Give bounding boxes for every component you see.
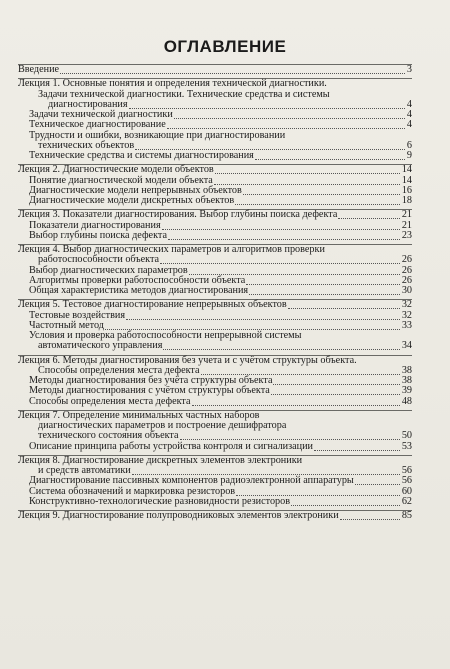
toc-entry[interactable] — [18, 196, 412, 206]
toc-leader-dots — [291, 497, 400, 506]
toc-page-number: 26 — [401, 254, 412, 266]
toc-entry-title: Выбор диагностических параметров — [29, 264, 188, 276]
toc-entry[interactable] — [18, 431, 412, 441]
toc-entry-title: Лекция 7. Определение минимальных частных наборов — [18, 409, 260, 421]
toc-leader-dots — [160, 255, 400, 264]
toc-entry[interactable] — [18, 386, 412, 396]
toc-entry-title: Тестовые воздействия — [29, 309, 126, 321]
toc-leader-dots — [60, 65, 405, 74]
toc-entry-title: Способы определения места дефекта — [29, 395, 191, 407]
toc-entry-title: и средств автоматики — [38, 465, 131, 476]
toc-leader-dots — [246, 276, 400, 285]
toc-page-number: 26 — [401, 264, 412, 276]
toc-entry-title: Лекция 8. Диагностирование дискретных элементов электроники — [18, 454, 303, 466]
toc-entry-title: Техническое диагностирование — [29, 119, 166, 131]
toc-entry[interactable] — [18, 231, 412, 241]
toc-leader-dots — [174, 110, 405, 119]
toc-entry-title: технических объектов — [38, 139, 135, 151]
toc-entry[interactable] — [18, 209, 412, 220]
toc-page-number: 4 — [406, 119, 412, 131]
toc-entry-title: Способы определения места дефекта — [38, 364, 200, 376]
toc-entry-title: Трудности и ошибки, возникающие при диагностировании — [29, 129, 286, 141]
toc-page-number: 53 — [401, 440, 412, 452]
toc-leader-dots — [249, 286, 400, 295]
toc-entry-title: работоспособности объекта — [38, 254, 160, 266]
toc-entry-title: диагностирования — [48, 98, 128, 110]
toc-entry-title: Диагностирование пассивных компонентов радиоэлектронной аппаратуры — [29, 475, 354, 487]
toc-page-number: 56 — [401, 475, 412, 487]
toc-leader-dots — [314, 442, 400, 451]
toc-entry-title: Лекция 6. Методы диагностирования без учета и с учётом структуры объекта. — [18, 354, 357, 366]
toc-entry[interactable] — [18, 510, 412, 521]
toc-page-number: 30 — [401, 285, 412, 296]
toc-entry[interactable] — [18, 397, 412, 407]
toc-page-number: 39 — [401, 385, 412, 397]
toc-leader-dots — [214, 176, 400, 185]
toc-leader-dots — [338, 210, 399, 219]
page-title: ОГЛАВЛЕНИЕ — [163, 37, 287, 56]
toc-entry[interactable] — [18, 164, 412, 175]
toc-entry[interactable] — [18, 120, 412, 130]
toc-entry-title: Частотный метод — [29, 319, 104, 331]
toc-page-number: 38 — [401, 375, 412, 386]
toc-entry-title: Алгоритмы проверки работоспособности объекта — [29, 274, 246, 286]
toc-entry-title: Введение — [18, 64, 60, 75]
toc-entry-title: Лекция 9. Диагностирование полупроводниковых элементов электроники — [18, 510, 339, 521]
toc-leader-dots — [168, 231, 400, 240]
toc-entry-title: автоматического управления — [38, 340, 163, 352]
toc-entry-title: Задачи технической диагностики. Технические средства и системы — [38, 88, 330, 100]
toc-entry[interactable] — [18, 64, 412, 75]
toc-entry[interactable] — [18, 286, 412, 296]
toc-entry-title: Лекция 3. Показатели диагностирования. Выбор глубины поиска дефекта — [18, 209, 338, 221]
toc-entry[interactable] — [18, 497, 412, 507]
toc-entry-title: Показатели диагностирования — [29, 219, 161, 231]
toc-page-number: 23 — [401, 229, 412, 241]
toc-page-number: 18 — [401, 195, 412, 206]
toc-entry-title: технического состояния объекта — [38, 430, 179, 442]
toc-entry[interactable] — [18, 299, 412, 310]
toc-page-number: 32 — [401, 309, 412, 321]
toc-leader-dots — [288, 300, 400, 309]
toc-page-number: 56 — [401, 465, 412, 476]
toc-page-number: 21 — [401, 219, 412, 231]
toc-entry-title: Условия и проверка работоспособности непрерывной системы — [29, 330, 302, 341]
toc-leader-dots — [243, 186, 400, 195]
toc-entry-title: Лекция 5. Тестовое диагностирование непрерывных объектов — [18, 299, 287, 311]
toc-entry-title: Задачи технической диагностики — [29, 109, 173, 120]
toc-page-number: 62 — [401, 495, 412, 507]
toc-leader-dots — [162, 221, 400, 230]
toc-entry[interactable] — [18, 255, 412, 265]
toc-entry-title: Выбор глубины поиска дефекта — [29, 229, 167, 241]
toc-entry-title: Методы диагностирования без учёта структуры объекта — [29, 375, 273, 386]
toc-page-number: 60 — [401, 485, 412, 497]
toc-entry-title: диагностических параметров и построение дешифратора — [38, 420, 287, 431]
toc-leader-dots — [126, 311, 400, 320]
toc-entry-title: Диагностические модели непрерывных объектов — [29, 184, 242, 196]
toc-page-number: 6 — [406, 139, 412, 151]
toc-leader-dots — [215, 165, 400, 174]
toc-page-number: 14 — [401, 174, 412, 186]
toc-page-number: 33 — [401, 319, 412, 331]
toc-leader-dots — [180, 431, 400, 440]
toc-entry[interactable] — [18, 78, 412, 89]
toc-entry-title: Лекция 1. Основные понятия и определения технической диагностики. — [18, 78, 327, 90]
toc-leader-dots — [189, 266, 400, 275]
toc-page-number: 38 — [401, 364, 412, 376]
toc-leader-dots — [192, 397, 400, 406]
toc-page-number: 48 — [401, 395, 412, 407]
toc-leader-dots — [273, 376, 399, 385]
toc-page-number: 32 — [401, 299, 412, 311]
toc-entry[interactable] — [18, 151, 412, 161]
toc-page-number: 34 — [401, 340, 412, 352]
toc-entry-title: Технические средства и системы диагностирования — [29, 150, 254, 161]
toc-page-number: 50 — [401, 430, 412, 442]
toc-entry-title: Описание принципа работы устройства контроля и сигнализации — [29, 440, 314, 452]
toc-leader-dots — [271, 386, 400, 395]
toc-entry[interactable] — [18, 442, 412, 452]
toc-entry-title: Конструктивно-технологические разновидности резисторов — [29, 495, 291, 507]
toc-entry-title: Лекция 2. Диагностические модели объектов — [18, 164, 214, 176]
toc-page-number: 3 — [406, 64, 412, 75]
toc-leader-dots — [167, 120, 405, 129]
toc-leader-dots — [201, 366, 400, 375]
toc-page-number: 4 — [406, 109, 412, 120]
toc-entry[interactable] — [18, 341, 412, 351]
toc-entry-title: Система обозначений и маркировка резисторов — [29, 485, 236, 497]
toc-entry-title: Методы диагностирования с учётом структуры объекта — [29, 385, 270, 397]
toc-leader-dots — [355, 476, 400, 485]
toc-page-number: 21 — [401, 209, 412, 221]
toc-leader-dots — [132, 466, 400, 475]
toc-page-number: 9 — [406, 150, 412, 161]
toc-page-number: 16 — [401, 184, 412, 196]
toc-entry-title: Диагностические модели дискретных объектов — [29, 195, 235, 206]
table-of-contents — [18, 64, 412, 521]
toc-leader-dots — [105, 321, 400, 330]
toc-leader-dots — [255, 151, 405, 160]
toc-leader-dots — [135, 141, 405, 150]
toc-page-number: 4 — [406, 98, 412, 110]
toc-page-number: 85 — [401, 510, 412, 521]
toc-entry-title: Понятие диагностической модели объекта — [29, 174, 213, 186]
toc-leader-dots — [236, 487, 400, 496]
toc-leader-dots — [340, 511, 400, 520]
toc-leader-dots — [129, 100, 405, 109]
toc-page-number: 26 — [401, 274, 412, 286]
toc-entry[interactable] — [18, 476, 412, 486]
toc-entry-title: Общая характеристика методов диагностирования — [29, 285, 249, 296]
toc-page-number: 14 — [401, 164, 412, 176]
toc-leader-dots — [235, 196, 400, 205]
toc-leader-dots — [163, 341, 399, 350]
toc-entry-title: Лекция 4. Выбор диагностических параметров и алгоритмов проверки — [18, 244, 325, 255]
